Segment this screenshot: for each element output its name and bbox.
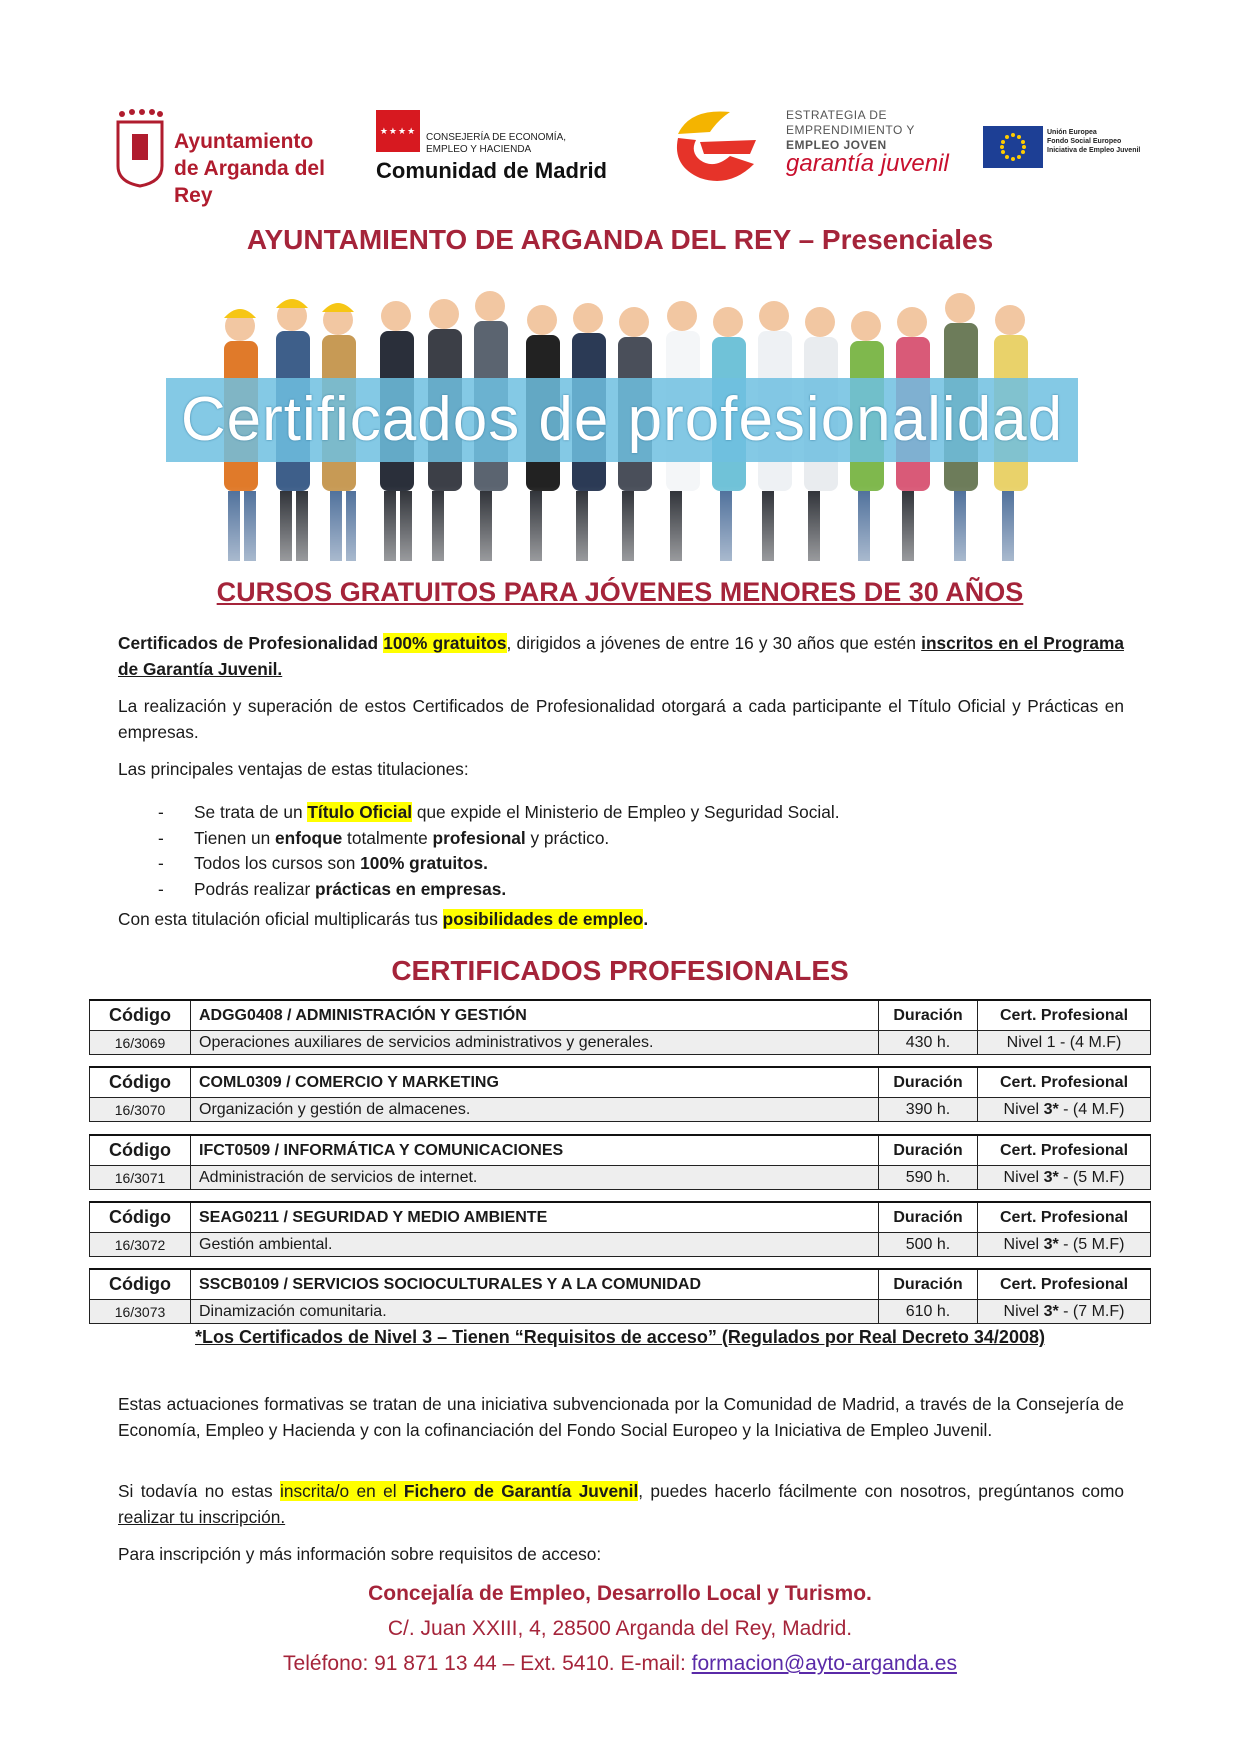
footer-address: C/. Juan XXIII, 4, 28500 Arganda del Rey, Madrid. — [387, 1617, 853, 1640]
madrid-flag-icon: ★★★★ — [376, 110, 420, 152]
employment-paragraph: Con esta titulación oficial multiplicarás tus posibilidades de empleo. — [118, 909, 649, 929]
register-highlight: inscrita/o en el — [280, 1481, 404, 1501]
comunidad-madrid-logo — [376, 110, 646, 185]
course-level: Nivel 3* - (5 M.F) — [978, 1233, 1151, 1257]
certificates-heading: CERTIFICADOS PROFESIONALES — [391, 955, 849, 986]
shield-icon — [114, 108, 166, 188]
cm-department: CONSEJERÍA DE ECONOMÍA, EMPLEO Y HACIENDA — [426, 132, 567, 155]
course-table — [89, 1134, 1151, 1190]
table-row — [90, 1000, 1151, 1031]
advantages-intro: Las principales ventajas de estas titulaciones: — [118, 759, 469, 779]
eu-text: Unión Europea Fondo Social Europeo Iniciativa de Empleo Juvenil — [1047, 129, 1141, 154]
fichero-highlight: Fichero de Garantía Juvenil — [403, 1481, 639, 1501]
free-highlight: 100% gratuitos — [383, 633, 507, 653]
course-level: Nivel 1 - (4 M.F) — [978, 1031, 1151, 1055]
list-item: - Podrás realizar prácticas en empresas. — [158, 877, 840, 903]
intro-paragraph — [118, 630, 1124, 682]
course-table — [89, 1268, 1151, 1324]
footer-department: Concejalía de Empleo, Desarrollo Local y Turismo. — [368, 1582, 872, 1605]
course-description: Operaciones auxiliares de servicios administrativos y generales. — [191, 1031, 879, 1055]
footer-phone: Teléfono: 91 871 13 44 – Ext. 5410. E-mail: — [283, 1652, 692, 1675]
list-item: - Todos los cursos son 100% gratuitos. — [158, 851, 840, 877]
table-row — [90, 1166, 1151, 1190]
hero-image — [180, 286, 1064, 572]
cert-header: Cert. Profesional — [978, 1067, 1151, 1098]
course-level: Nivel 3* - (5 M.F) — [978, 1166, 1151, 1190]
course-hours: 390 h. — [879, 1098, 978, 1122]
course-number: 16/3069 — [90, 1031, 191, 1055]
course-title: ADGG0408 / ADMINISTRACIÓN Y GESTIÓN — [191, 1000, 879, 1031]
course-description: Dinamización comunitaria. — [191, 1300, 879, 1324]
register-link[interactable]: realizar tu inscripción. — [118, 1507, 286, 1527]
code-header: Código — [90, 1135, 191, 1166]
ayuntamiento-logo — [114, 108, 354, 207]
garantia-juvenil-logo — [670, 104, 970, 190]
footer-contact — [0, 1652, 1240, 1676]
employment-highlight: posibilidades de empleo — [442, 909, 644, 929]
level3-note: *Los Certificados de Nivel 3 – Tienen “Requisitos de acceso” (Regulados por Real Decreto 34/2008) — [195, 1327, 1045, 1347]
table-row — [90, 1233, 1151, 1257]
code-header: Código — [90, 1269, 191, 1300]
table-row — [90, 1067, 1151, 1098]
course-title: IFCT0509 / INFORMÁTICA Y COMUNICACIONES — [191, 1135, 879, 1166]
list-item: - Se trata de un Título Oficial que expide el Ministerio de Empleo y Seguridad Social. — [158, 800, 840, 826]
cert-header: Cert. Profesional — [978, 1000, 1151, 1031]
duration-header: Duración — [879, 1135, 978, 1166]
title-paragraph: La realización y superación de estos Certificados de Profesionalidad otorgará a cada participante el Título Oficial y Prácticas en empresas. — [118, 696, 1124, 742]
program-underline: inscritos en el Programa de Garantía Juvenil. — [118, 633, 1124, 679]
eu-logo — [983, 126, 1153, 170]
course-number: 16/3070 — [90, 1098, 191, 1122]
gj-strategy-text: ESTRATEGIA DE EMPRENDIMIENTO Y EMPLEO JOVEN — [786, 108, 915, 152]
cm-name: Comunidad de Madrid — [376, 158, 607, 183]
course-hours: 430 h. — [879, 1031, 978, 1055]
cert-header: Cert. Profesional — [978, 1202, 1151, 1233]
course-number: 16/3073 — [90, 1300, 191, 1324]
intro-text: , dirigidos a jóvenes de entre 16 y 30 años que estén — [506, 633, 922, 653]
course-title: SEAG0211 / SEGURIDAD Y MEDIO AMBIENTE — [191, 1202, 879, 1233]
course-title: SSCB0109 / SERVICIOS SOCIOCULTURALES Y A LA COMUNIDAD — [191, 1269, 879, 1300]
gj-brand: garantía juvenil — [786, 150, 949, 177]
course-table — [89, 999, 1151, 1055]
course-level: Nivel 3* - (7 M.F) — [978, 1300, 1151, 1324]
email-link[interactable]: formacion@ayto-arganda.es — [691, 1652, 957, 1675]
course-description: Administración de servicios de internet. — [191, 1166, 879, 1190]
course-hours: 610 h. — [879, 1300, 978, 1324]
code-header: Código — [90, 1067, 191, 1098]
duration-header: Duración — [879, 1000, 978, 1031]
table-row — [90, 1269, 1151, 1300]
course-table — [89, 1201, 1151, 1257]
code-header: Código — [90, 1000, 191, 1031]
cert-header: Cert. Profesional — [978, 1269, 1151, 1300]
table-row — [90, 1300, 1151, 1324]
course-number: 16/3072 — [90, 1233, 191, 1257]
page-title: AYUNTAMIENTO DE ARGANDA DEL REY – Presenciales — [246, 224, 994, 255]
duration-header: Duración — [879, 1067, 978, 1098]
duration-header: Duración — [879, 1269, 978, 1300]
hero-title: Certificados de profesionalidad — [180, 385, 1064, 454]
table-row — [90, 1135, 1151, 1166]
course-number: 16/3071 — [90, 1166, 191, 1190]
course-hours: 500 h. — [879, 1233, 978, 1257]
courses-heading: CURSOS GRATUITOS PARA JÓVENES MENORES DE 30 AÑOS — [216, 577, 1024, 607]
cert-header: Cert. Profesional — [978, 1135, 1151, 1166]
table-row — [90, 1098, 1151, 1122]
course-description: Gestión ambiental. — [191, 1233, 879, 1257]
course-hours: 590 h. — [879, 1166, 978, 1190]
benefits-list — [158, 800, 840, 902]
ayuntamiento-name: Ayuntamiento de Arganda del Rey — [174, 130, 325, 207]
course-level: Nivel 3* - (4 M.F) — [978, 1098, 1151, 1122]
intro-bold-text: Certificados de Profesionalidad — [118, 633, 379, 653]
course-title: COML0309 / COMERCIO Y MARKETING — [191, 1067, 879, 1098]
register-paragraph: Si todavía no estas inscrita/o en el Fichero de Garantía Juvenil, puedes hacerlo fácilmente con nosotros, pregúntanos como realizar tu inscripción. — [118, 1481, 1124, 1527]
table-row — [90, 1202, 1151, 1233]
course-table — [89, 1066, 1151, 1122]
duration-header: Duración — [879, 1202, 978, 1233]
garantia-juvenil-swirl-icon — [670, 104, 780, 190]
funding-paragraph: Estas actuaciones formativas se tratan de una iniciativa subvencionada por la Comunidad de Madrid, a través de la Consejería de Economía, Empleo y Hacienda y con la cofinanciación del Fondo Social Europeo y la Iniciativa de Empleo Juvenil. — [118, 1394, 1124, 1440]
code-header: Código — [90, 1202, 191, 1233]
eu-flag-icon — [983, 126, 1043, 168]
course-description: Organización y gestión de almacenes. — [191, 1098, 879, 1122]
table-row — [90, 1031, 1151, 1055]
list-item: - Tienen un enfoque totalmente profesional y práctico. — [158, 826, 840, 852]
info-paragraph: Para inscripción y más información sobre requisitos de acceso: — [118, 1544, 602, 1564]
